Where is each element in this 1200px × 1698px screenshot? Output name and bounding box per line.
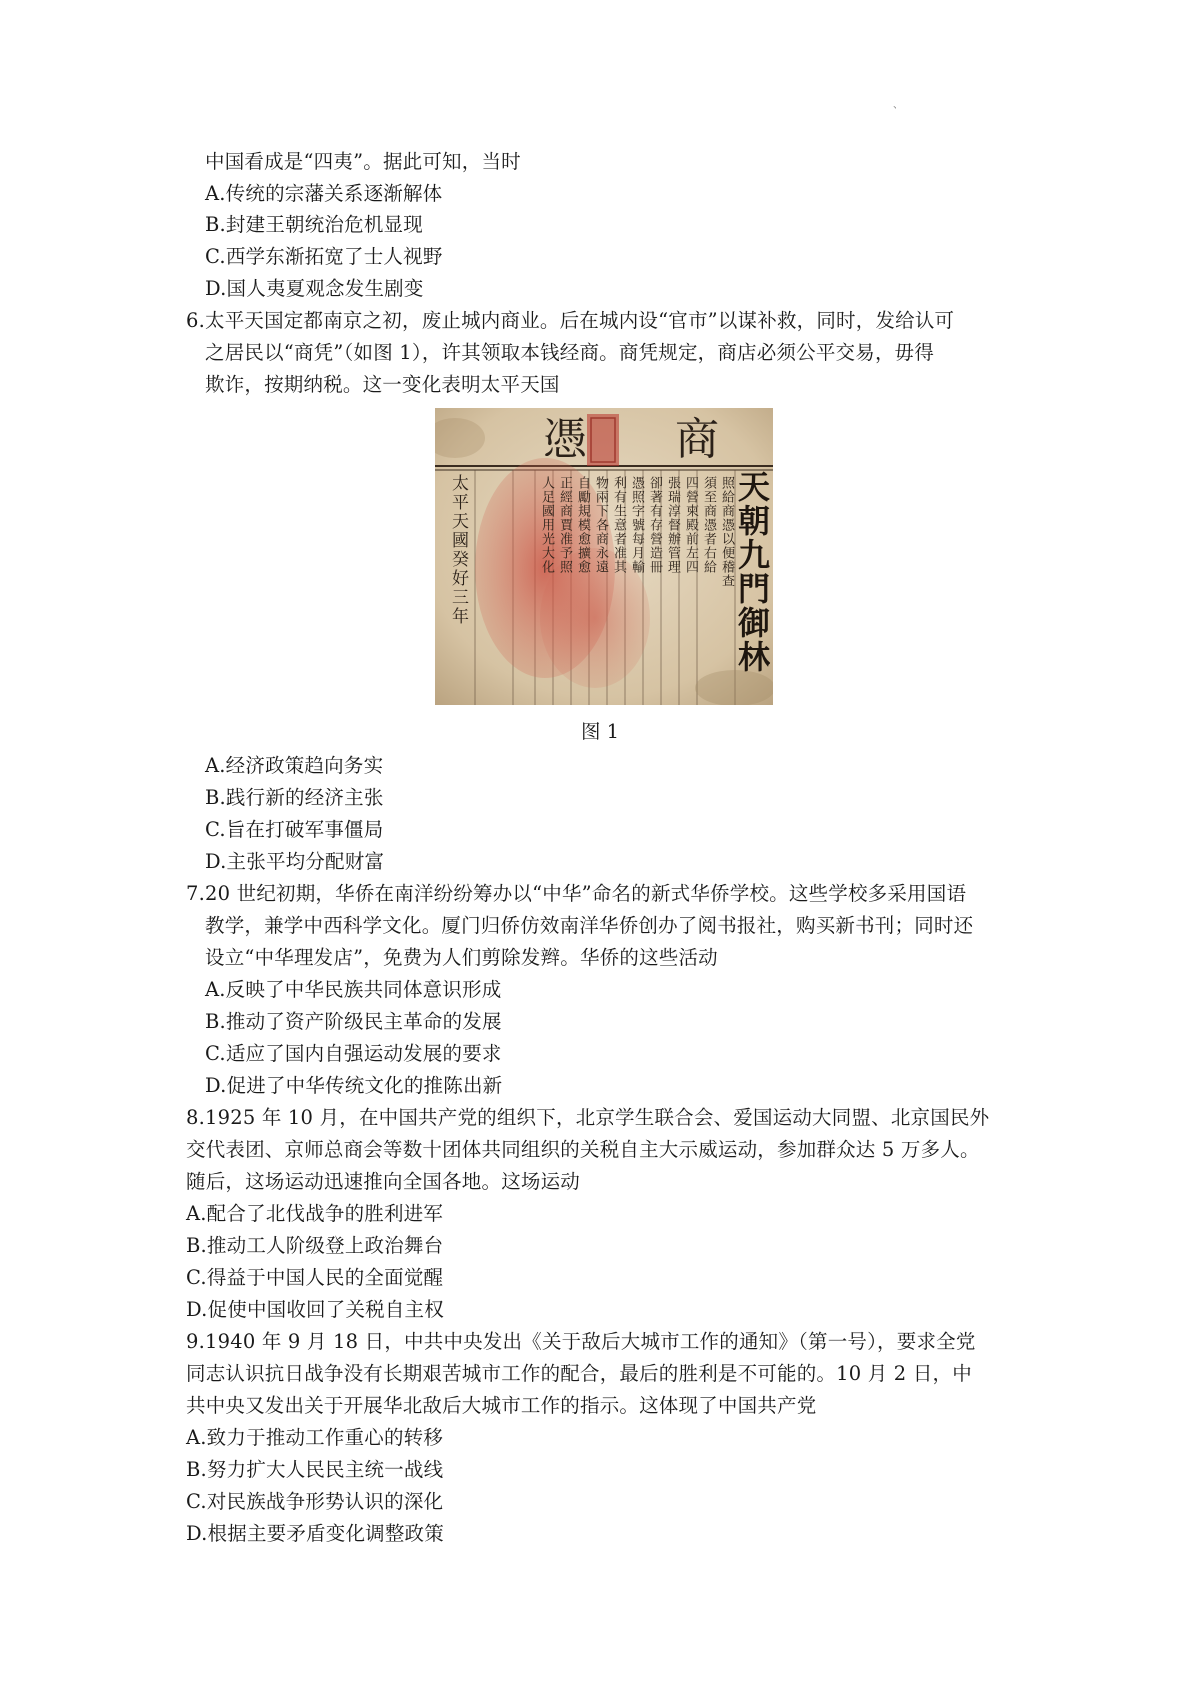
q9-stem-line-3: 共中央又发出关于开展华北敌后大城市工作的指示。这体现了中国共产党 — [186, 1394, 817, 1417]
q5-option-d: D.国人夷夏观念发生剧变 — [205, 277, 424, 300]
figure-title-ping: 憑 — [543, 414, 587, 465]
q7-stem-line-1: 7.20 世纪初期，华侨在南洋纷纷筹办以“中华”命名的新式华侨学校。这些学校多采用国语 — [186, 882, 967, 905]
q7-option-a: A.反映了中华民族共同体意识形成 — [205, 978, 502, 1001]
q8-stem-line-3: 随后，这场运动迅速推向全国各地。这场运动 — [186, 1170, 581, 1193]
q8-stem-line-1: 8.1925 年 10 月，在中国共产党的组织下，北京学生联合会、爱国运动大同盟、北京国民外 — [186, 1106, 990, 1129]
figure-body-column: 正經商賈准予照 — [557, 476, 572, 574]
q8-stem-line-2: 交代表团、京师总商会等数十团体共同组织的关税自主大示威运动，参加群众达 5 万多人。 — [186, 1138, 980, 1161]
q5-option-b: B.封建王朝统治危机显现 — [205, 213, 423, 236]
q7-stem-line-3: 设立“中华理发店”，免费为人们剪除发辫。华侨的这些活动 — [205, 946, 718, 969]
q5-option-c: C.西学东渐拓宽了士人视野 — [205, 245, 443, 268]
figure-title-shang: 商 — [675, 414, 719, 465]
q9-option-c: C.对民族战争形势认识的深化 — [186, 1490, 444, 1513]
q8-option-b: B.推动工人阶级登上政治舞台 — [186, 1234, 444, 1257]
figure-date-vertical: 太平天國癸好三年 — [448, 474, 468, 626]
q5-option-a: A.传统的宗藩关系逐渐解体 — [205, 182, 443, 205]
q6-option-a: A.经济政策趋向务实 — [205, 754, 384, 777]
q6-option-b: B.践行新的经济主张 — [205, 786, 384, 809]
figure-body-column: 張瑞淳督辦管理 — [665, 476, 680, 574]
figure-shangping-photo — [435, 408, 773, 705]
q6-stem-line-2: 之居民以“商凭”（如图 1），许其领取本钱经商。商凭规定，商店必须公平交易，毋得 — [205, 341, 935, 364]
figure-heading-vertical: 天朝九門御林 — [733, 470, 771, 674]
q8-option-d: D.促使中国收回了关税自主权 — [186, 1298, 444, 1321]
figure-body-column: 物兩下各商永遠 — [593, 476, 608, 574]
q7-option-c: C.适应了国内自强运动发展的要求 — [205, 1042, 502, 1065]
figure-body-column: 須至商憑者右給 — [701, 476, 716, 574]
figure-body-column: 利有生意者准其 — [611, 476, 626, 574]
figure-body-column: 自勵規模愈擴愈 — [575, 476, 590, 574]
q9-stem-line-1: 9.1940 年 9 月 18 日，中共中央发出《关于敌后大城市工作的通知》（第一号），要求全党 — [186, 1330, 976, 1353]
q7-option-b: B.推动了资产阶级民主革命的发展 — [205, 1010, 502, 1033]
scan-mark: 、 — [893, 100, 903, 111]
q6-stem-line-3: 欺诈，按期纳税。这一变化表明太平天国 — [205, 373, 560, 396]
q5-stem-end: 中国看成是“四夷”。据此可知，当时 — [205, 150, 521, 173]
q6-stem-line-1: 6.太平天国定都南京之初，废止城内商业。后在城内设“官市”以谋补救，同时，发给认可 — [186, 309, 955, 332]
q6-option-c: C.旨在打破军事僵局 — [205, 818, 384, 841]
q9-option-a: A.致力于推动工作重心的转移 — [186, 1426, 444, 1449]
figure-body-column: 卻著有存營造冊 — [647, 476, 662, 574]
figure-body-column: 憑照字號每月輸 — [629, 476, 644, 574]
q7-stem-line-2: 教学，兼学中西科学文化。厦门归侨仿效南洋华侨创办了阅书报社，购买新书刊；同时还 — [205, 914, 974, 937]
figure-body-column: 照給商憑以便稽查 — [719, 476, 734, 588]
q9-stem-line-2: 同志认识抗日战争没有长期艰苦城市工作的配合，最后的胜利是不可能的。10 月 2 日，中 — [186, 1362, 972, 1385]
q9-option-b: B.努力扩大人民民主统一战线 — [186, 1458, 444, 1481]
q8-option-a: A.配合了北伐战争的胜利进军 — [186, 1202, 444, 1225]
q7-option-d: D.促进了中华传统文化的推陈出新 — [205, 1074, 503, 1097]
figure-caption: 图 1 — [580, 720, 620, 743]
q6-option-d: D.主张平均分配财富 — [205, 850, 385, 873]
figure-body-column: 四營柬殿前左四 — [683, 476, 698, 574]
q9-option-d: D.根据主要矛盾变化调整政策 — [186, 1522, 444, 1545]
figure-body-column: 人足國用光大化 — [539, 476, 554, 574]
q8-option-c: C.得益于中国人民的全面觉醒 — [186, 1266, 444, 1289]
